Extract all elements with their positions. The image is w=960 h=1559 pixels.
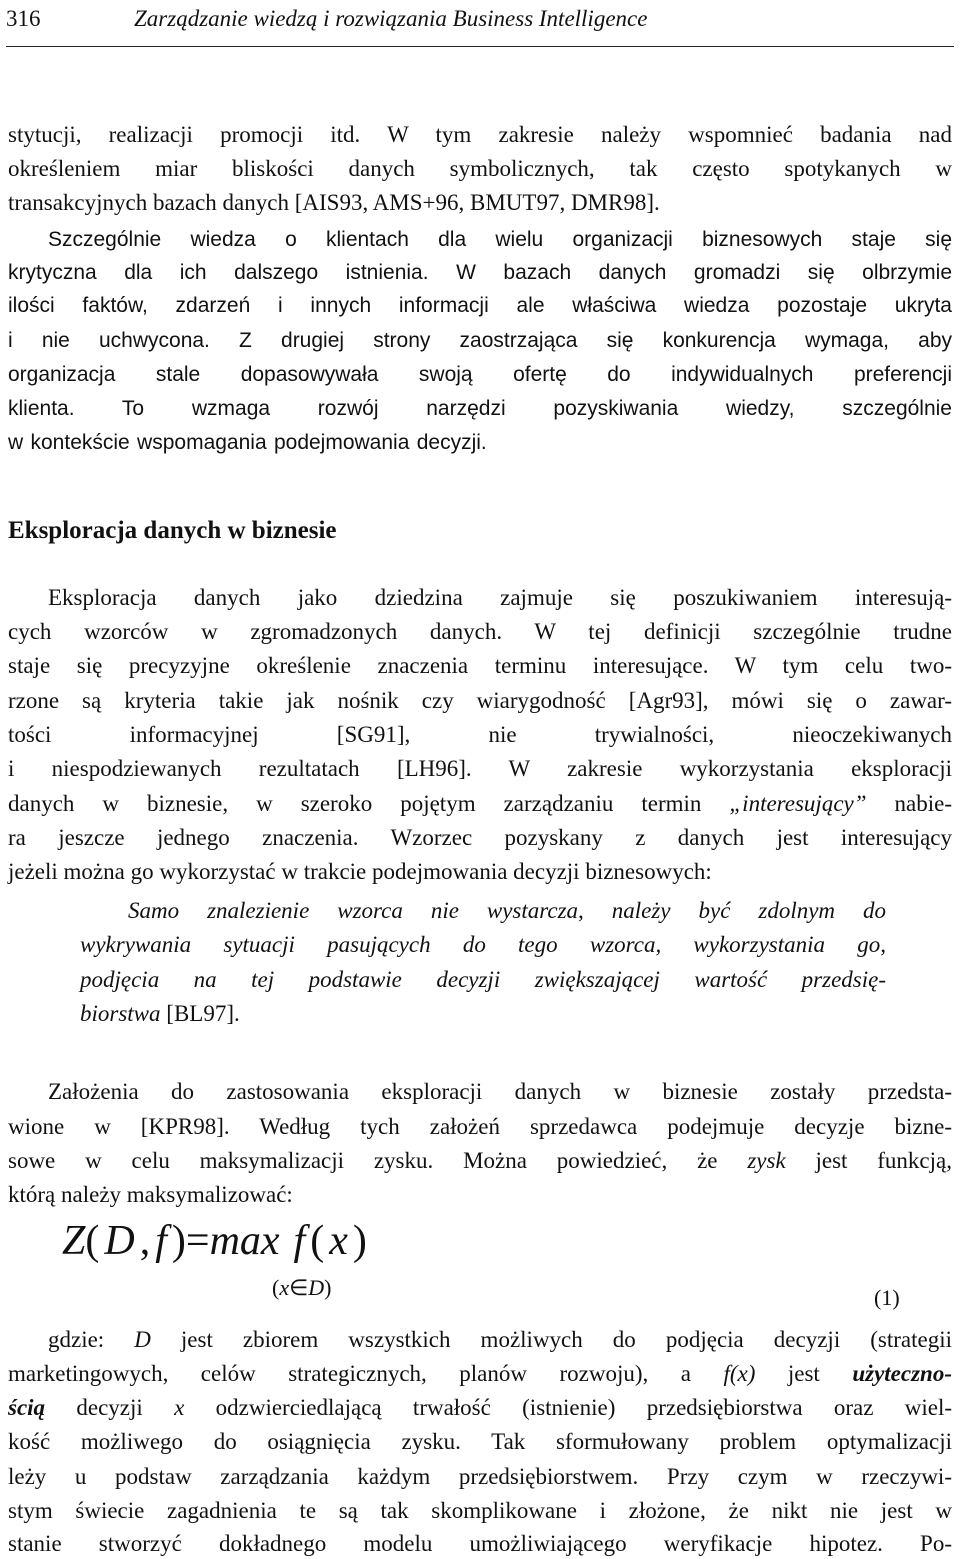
para3-line-9: jeżeli można go wykorzystać w trakcie podejmowania decyzji biznesowych: bbox=[8, 859, 712, 884]
para3-line-5: tości informacyjnej [SG91], nie trywialności, nieoczekiwanych bbox=[8, 722, 952, 747]
para5-line-7: stanie stworzyć dokładnego modelu umożliwiającego weryfikacje hipotez. Po- bbox=[8, 1531, 952, 1556]
formula-max: max bbox=[209, 1218, 280, 1264]
para2-line-6: klienta. To wzmaga rozwój narzędzi pozyskiwania wiedzy, szczególnie bbox=[8, 397, 952, 420]
para4-line-4: którą należy maksymalizować: bbox=[8, 1182, 293, 1207]
quote-line-4 bbox=[80, 999, 240, 1029]
para2-line-2: krytyczna dla ich dalszego istnienia. W bazach danych gromadzi się olbrzymie bbox=[8, 261, 952, 284]
running-title: Zarządzanie wiedzą i rozwiązania Business Intelligence bbox=[134, 6, 648, 31]
term-uzytecznosc: użyteczno- bbox=[852, 1361, 952, 1386]
formula-paren-open: ( bbox=[85, 1218, 100, 1264]
para5-line-4: kość możliwego do osiągnięcia zysku. Tak sformułowany problem optymalizacji bbox=[8, 1429, 952, 1454]
formula-x: x bbox=[329, 1218, 348, 1264]
term-zysk: zysk bbox=[747, 1148, 786, 1173]
para5-line-2-mid: jest bbox=[755, 1361, 853, 1386]
para2-line-4: i nie uchwycona. Z drugiej strony zaostrzająca się konkurencja wymaga, aby bbox=[8, 329, 952, 352]
para4-line-3 bbox=[8, 1146, 952, 1176]
para5-line-1 bbox=[48, 1325, 952, 1355]
section-heading: Eksploracja danych w biznesie bbox=[8, 517, 337, 544]
formula-f: f bbox=[155, 1218, 167, 1264]
symbol-x: x bbox=[174, 1395, 185, 1420]
para2-line-3: ilości faktów, zdarzeń i innych informacji ale właściwa wiedza pozostaje ukryta bbox=[8, 294, 952, 317]
para5-line-3-end: odzwierciedlającą trwałość (istnienie) przedsiębiorstwa oraz wiel- bbox=[184, 1395, 952, 1420]
formula bbox=[62, 1216, 367, 1266]
page-number: 316 bbox=[6, 6, 41, 31]
para5-line-6: stym świecie zagadnienia te są tak skomplikowane i złożone, że nikt nie jest w bbox=[8, 1498, 952, 1523]
formula-d: D bbox=[104, 1218, 135, 1264]
equation-number: (1) bbox=[874, 1285, 900, 1310]
para1-line-2: określeniem miar bliskości danych symbolicznych, tak często spotykanych w bbox=[8, 156, 952, 181]
formula-comma: , bbox=[139, 1218, 151, 1264]
para5-line-3-text: decyzji bbox=[45, 1395, 175, 1420]
term-interesujacy: „interesujący” bbox=[729, 791, 867, 816]
para3-line-2: cych wzorców w zgromadzonych danych. W tej definicji szczególnie trudne bbox=[8, 619, 952, 644]
quote-line-4-text: biorstwa bbox=[80, 1001, 161, 1026]
para1-line-1: stytucji, realizacji promocji itd. W tym zakresie należy wspomnieć badania nad bbox=[8, 122, 952, 147]
para1-line-3: transakcyjnych bazach danych [AIS93, AMS+96, BMUT97, DMR98]. bbox=[8, 190, 660, 215]
subscript-paren-close: ) bbox=[324, 1275, 332, 1300]
para3-line-4: rzone są kryteria takie jak nośnik czy wiarygodność [Agr93], mówi się o zawar- bbox=[8, 688, 952, 713]
para3-line-1: Eksploracja danych jako dziedzina zajmuje się poszukiwaniem interesują- bbox=[48, 585, 952, 610]
para3-line-8: ra jeszcze jednego znaczenia. Wzorzec pozyskany z danych jest interesujący bbox=[8, 825, 952, 850]
formula-equals: = bbox=[185, 1218, 210, 1264]
symbol-fx: f(x) bbox=[723, 1361, 756, 1386]
para2-line-7: w kontekście wspomagania podejmowania decyzji. bbox=[8, 431, 487, 454]
quote-line-3: podjęcia na tej podstawie decyzji zwiększającej wartość przedsię- bbox=[80, 967, 886, 992]
subscript-element-of: ∈ bbox=[289, 1275, 309, 1300]
para5-line-2 bbox=[8, 1359, 952, 1389]
term-uzytecznosc-end: ścią bbox=[8, 1395, 46, 1420]
subscript-paren-open: ( bbox=[272, 1275, 280, 1300]
para3-line-7 bbox=[8, 789, 952, 819]
para3-line-3: staje się precyzyjne określenie znaczenia terminu interesujące. W tym celu two- bbox=[8, 653, 952, 678]
formula-paren-open-2: ( bbox=[310, 1218, 325, 1264]
quote-reference: [BL97]. bbox=[160, 1001, 240, 1026]
para2-line-1: Szczególnie wiedza o klientach dla wielu organizacji biznesowych staje się bbox=[48, 228, 952, 251]
para5-line-5: leży u podstaw zarządzania każdym przedsiębiorstwem. Przy czym w rzeczywi- bbox=[8, 1464, 952, 1489]
para5-line-3 bbox=[8, 1393, 952, 1423]
formula-subscript bbox=[272, 1273, 331, 1303]
formula-z: Z bbox=[62, 1218, 86, 1264]
formula-paren-close: ) bbox=[171, 1218, 186, 1264]
subscript-d: D bbox=[308, 1275, 325, 1300]
running-header bbox=[6, 0, 954, 47]
para5-line-2-text: marketingowych, celów strategicznych, planów rozwoju), a bbox=[8, 1361, 724, 1386]
quote-line-2: wykrywania sytuacji pasujących do tego wzorca, wykorzystania go, bbox=[80, 932, 886, 957]
formula-rhs-f: f bbox=[293, 1218, 306, 1264]
symbol-d: D bbox=[134, 1327, 151, 1352]
para5-line-1-end: jest zbiorem wszystkich możliwych do podjęcia decyzji (strategii bbox=[150, 1327, 952, 1352]
para3-line-7-end: nabie- bbox=[866, 791, 952, 816]
para3-line-7-text: danych w biznesie, w szeroko pojętym zarządzaniu termin bbox=[8, 791, 730, 816]
para3-line-6: i niespodziewanych rezultatach [LH96]. W zakresie wykorzystania eksploracji bbox=[8, 756, 952, 781]
formula-paren-close-2: ) bbox=[352, 1218, 367, 1264]
quote-line-1: Samo znalezienie wzorca nie wystarcza, należy być zdolnym do bbox=[128, 898, 886, 923]
subscript-x: x bbox=[279, 1275, 290, 1300]
para4-line-3-end: jest funkcją, bbox=[785, 1148, 952, 1173]
para4-line-1: Założenia do zastosowania eksploracji danych w biznesie zostały przedsta- bbox=[48, 1079, 952, 1104]
para5-line-1-text: gdzie: bbox=[48, 1327, 135, 1352]
para4-line-2: wione w [KPR98]. Według tych założeń sprzedawca podejmuje decyzje bizne- bbox=[8, 1114, 952, 1139]
para2-line-5: organizacja stale dopasowywała swoją ofertę do indywidualnych preferencji bbox=[8, 363, 952, 386]
para4-line-3-text: sowe w celu maksymalizacji zysku. Można powiedzieć, że bbox=[8, 1148, 748, 1173]
